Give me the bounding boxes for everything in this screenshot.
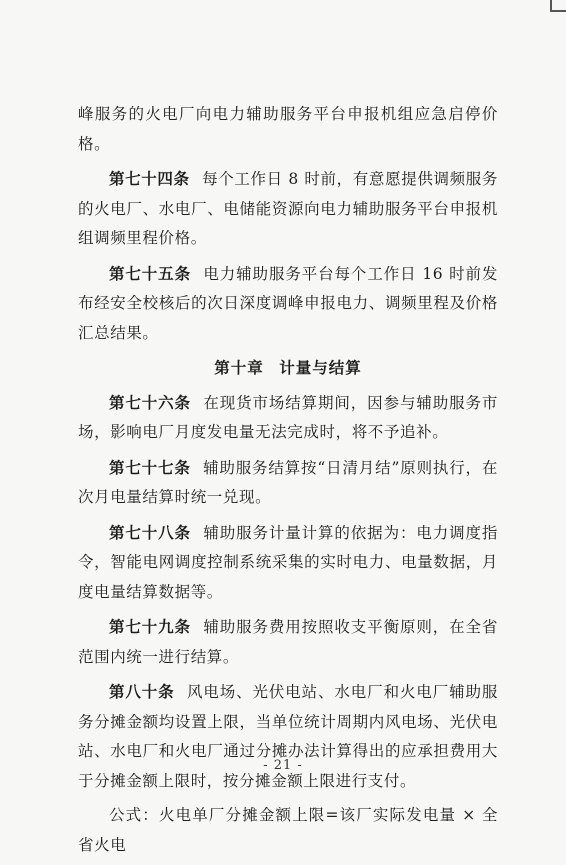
article-text: 辅助服务计量计算的依据为：电力调度指令，智能电网调度控制系统采集的实时电力、电量数据，月度电量结算数据等。	[78, 523, 498, 601]
article-76	[78, 388, 498, 448]
article-77	[78, 453, 498, 513]
page-number: - 21 -	[263, 758, 303, 773]
article-number: 第七十四条	[109, 169, 190, 188]
article-number: 第七十九条	[109, 617, 191, 636]
article-number: 第七十八条	[109, 522, 191, 542]
article-text: 风电场、光伏电站、水电厂和火电厂辅助服务分摊金额均设置上限，当单位统计周期内风电场、光伏电站、水电厂和火电厂通过分摊办法计算得出的应承担费用大于分摊金额上限时，按分摊金额上限进行支付。	[78, 683, 498, 790]
article-number: 第七十七条	[109, 457, 191, 477]
article-text: 电力辅助服务平台每个工作日 16 时前发布经安全校核后的次日深度调峰申报电力、调频里程及价格汇总结果。	[78, 264, 498, 342]
article-number: 第八十条	[109, 682, 175, 701]
page-body	[78, 100, 498, 865]
article-79	[78, 612, 498, 672]
article-78	[78, 518, 498, 608]
chapter-title: 计量与结算	[279, 358, 362, 377]
article-text: 辅助服务结算按“日清月结”原则执行，在次月电量结算时统一兑现。	[78, 458, 498, 506]
article-text: 在现货市场结算期间，因参与辅助服务市场，影响电厂月度发电量无法完成时，将不予追补。	[78, 393, 498, 441]
formula-paragraph: 公式：火电单厂分摊金额上限=该厂实际发电量 × 全省火电	[78, 806, 498, 854]
chapter-heading	[78, 353, 498, 383]
chapter-number: 第十章	[214, 358, 264, 377]
article-text: 辅助服务费用按照收支平衡原则，在全省范围内统一进行结算。	[78, 618, 498, 666]
page-corner-mark	[550, 0, 566, 12]
article-74	[78, 164, 498, 254]
article-number: 第七十六条	[109, 392, 191, 412]
article-75	[78, 259, 498, 349]
article-text: 每个工作日 8 时前，有意愿提供调频服务的火电厂、水电厂、电储能资源向电力辅助服务平台申报机组调频里程价格。	[78, 170, 498, 247]
article-80	[78, 677, 498, 796]
article-number: 第七十五条	[109, 263, 191, 283]
continuation-paragraph: 峰服务的火电厂向电力辅助服务平台申报机组应急启停价格。	[78, 105, 498, 153]
